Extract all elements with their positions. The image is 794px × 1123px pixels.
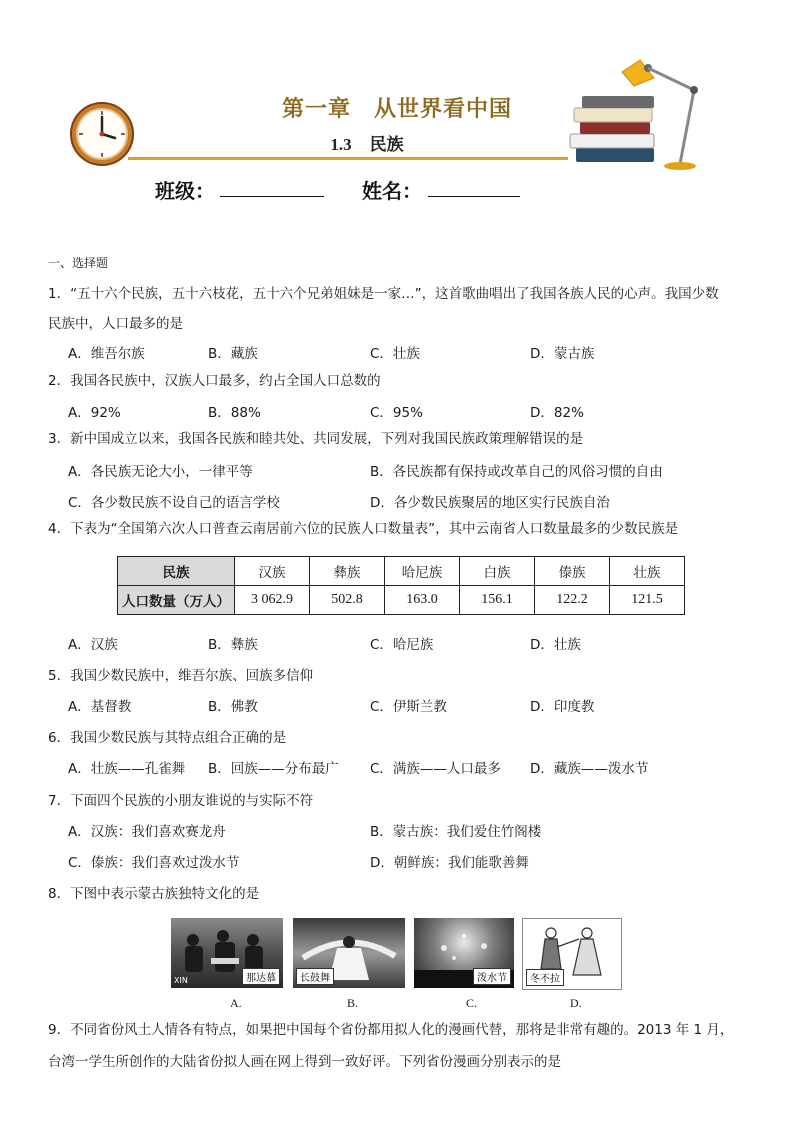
question-1-line-2: 民族中，人口最多的是 xyxy=(48,316,183,332)
naadam-photo xyxy=(171,918,283,988)
q1-option-d: D．蒙古族 xyxy=(530,346,595,362)
q4-option-b: B．彝族 xyxy=(208,637,258,653)
q7-option-d: D．朝鲜族：我们能歌善舞 xyxy=(370,855,529,871)
q3-option-c: C．各少数民族不设自己的语言学校 xyxy=(68,495,280,511)
table-row-ethnic-groups xyxy=(118,557,685,586)
q3-option-d: D．各少数民族聚居的地区实行民族自治 xyxy=(370,495,610,511)
question-4: 4．下表为“全国第六次人口普查云南居前六位的民族人口数量表”，其中云南省人口数量最多的少数民族是 xyxy=(48,521,679,537)
q5-option-b: B．佛教 xyxy=(208,699,258,715)
table-cell-population: 163.0 xyxy=(385,586,460,615)
q3-option-b: B．各民族都有保持或改革自己的风俗习惯的自由 xyxy=(370,464,663,480)
table-cell-population: 121.5 xyxy=(610,586,685,615)
table-row-label: 人口数量（万人） xyxy=(118,586,235,615)
name-blank xyxy=(428,196,520,197)
q3-option-a: A．各民族无论大小，一律平等 xyxy=(68,464,253,480)
q2-option-a: A．92% xyxy=(68,405,121,421)
water-splashing-photo xyxy=(414,918,514,988)
name-label: 姓名： xyxy=(362,179,422,203)
table-cell-population: 502.8 xyxy=(310,586,385,615)
question-6: 6．我国少数民族与其特点组合正确的是 xyxy=(48,730,287,746)
class-blank xyxy=(220,196,324,197)
image-tag-naadam: 那达慕 xyxy=(242,968,280,985)
question-9-line-2: 台湾一学生所创作的大陆省份拟人画在网上得到一致好评。下列省份漫画分别表示的是 xyxy=(48,1054,561,1070)
q4-option-c: C．哈尼族 xyxy=(370,637,434,653)
long-drum-dance-photo xyxy=(293,918,405,988)
section-title: 一、选择题 xyxy=(48,256,109,270)
table-cell-group: 壮族 xyxy=(610,557,685,586)
q2-option-c: C．95% xyxy=(370,405,423,421)
dombra-drawing xyxy=(522,918,622,990)
q6-option-c: C．满族——人口最多 xyxy=(370,761,501,777)
table-header-cell: 民族 xyxy=(118,557,235,586)
q2-option-b: B．88% xyxy=(208,405,261,421)
image-tag-water-festival: 泼水节 xyxy=(473,968,511,985)
q1-option-c: C．壮族 xyxy=(370,346,420,362)
question-3: 3．新中国成立以来，我国各民族和睦共处、共同发展，下列对我国民族政策理解错误的是 xyxy=(48,431,584,447)
q7-option-c: C．傣族：我们喜欢过泼水节 xyxy=(68,855,240,871)
q5-option-c: C．伊斯兰教 xyxy=(370,699,447,715)
image-label-a: A. xyxy=(230,996,242,1010)
question-5: 5．我国少数民族中，维吾尔族、回族多信仰 xyxy=(48,668,314,684)
question-2: 2．我国各民族中，汉族人口最多，约占全国人口总数的 xyxy=(48,373,381,389)
q6-option-b: B．回族——分布最广 xyxy=(208,761,339,777)
chapter-title: 第一章 从世界看中国 xyxy=(281,97,512,122)
table-cell-group: 傣族 xyxy=(535,557,610,586)
table-cell-group: 汉族 xyxy=(235,557,310,586)
image-label-c: C. xyxy=(466,996,478,1010)
lesson-name: 民族 xyxy=(369,135,404,155)
image-label-d: D. xyxy=(570,996,582,1010)
table-cell-group: 哈尼族 xyxy=(385,557,460,586)
question-9-line-1: 9．不同省份风土人情各有特点，如果把中国每个省份都用拟人化的漫画代替，那将是非常有趣的。2013 年 1 月， xyxy=(48,1022,734,1038)
image-label-b: B. xyxy=(347,996,359,1010)
q6-option-a: A．壮族——孔雀舞 xyxy=(68,761,186,777)
question-8: 8．下图中表示蒙古族独特文化的是 xyxy=(48,886,260,902)
table-cell-population: 3 062.9 xyxy=(235,586,310,615)
table-row-population xyxy=(118,586,685,615)
table-cell-population: 156.1 xyxy=(460,586,535,615)
q4-option-a: A．汉族 xyxy=(68,637,118,653)
image-tag-long-drum: 长鼓舞 xyxy=(296,968,334,985)
question-1-line-1: 1．“五十六个民族，五十六枝花，五十六个兄弟姐妹是一家…”，这首歌曲唱出了我国各族人民的心声。我国少数 xyxy=(48,286,719,302)
q7-option-a: A．汉族：我们喜欢赛龙舟 xyxy=(68,824,226,840)
q7-option-b: B．蒙古族：我们爱住竹阁楼 xyxy=(370,824,542,840)
table-cell-population: 122.2 xyxy=(535,586,610,615)
q4-option-d: D．壮族 xyxy=(530,637,581,653)
table-cell-group: 彝族 xyxy=(310,557,385,586)
q5-option-a: A．基督教 xyxy=(68,699,132,715)
photo-caption-fragment: XIN xyxy=(174,976,188,985)
lesson-number: 1.3 xyxy=(330,135,352,154)
q1-option-b: B．藏族 xyxy=(208,346,258,362)
question-7: 7．下面四个民族的小朋友谁说的与实际不符 xyxy=(48,793,314,809)
image-tag-dombra: 冬不拉 xyxy=(526,969,564,986)
header-divider xyxy=(128,157,568,160)
lesson-subtitle xyxy=(0,130,734,155)
q6-option-d: D．藏族——泼水节 xyxy=(530,761,649,777)
q1-option-a: A．维吾尔族 xyxy=(68,346,145,362)
population-table xyxy=(117,556,685,615)
class-label: 班级： xyxy=(155,179,215,203)
table-cell-group: 白族 xyxy=(460,557,535,586)
q2-option-d: D．82% xyxy=(530,405,584,421)
q5-option-d: D．印度教 xyxy=(530,699,595,715)
